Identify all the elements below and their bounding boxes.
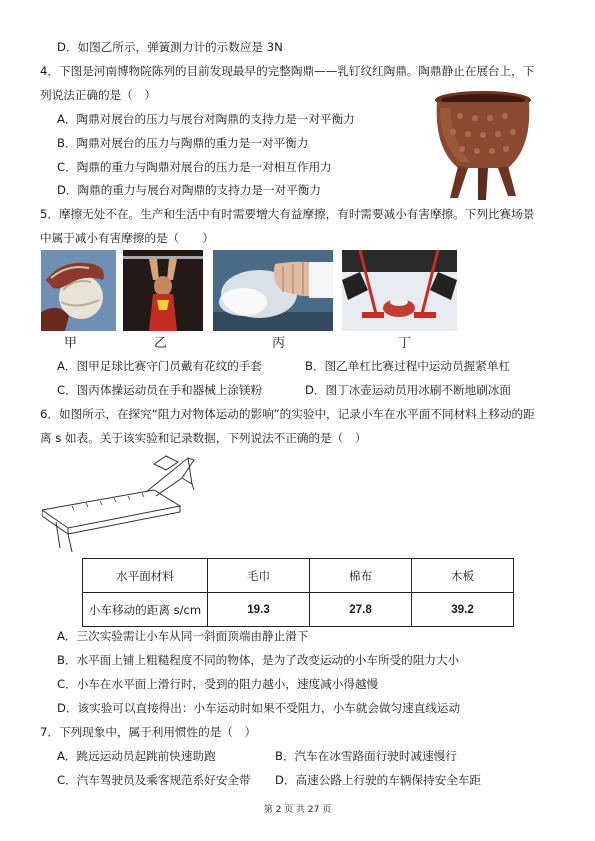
q4-stem-line1: 4．下图是河南博物院陈列的目前发现最早的完整陶鼎——乳钉纹红陶鼎。陶鼎静止在展台上，下 (40, 64, 535, 78)
q4-stem-line2: 列说法正确的是（ ） (40, 88, 156, 102)
q5-stem-line2: 中属于减小有害摩擦的是（ ） (40, 231, 214, 245)
goalkeeper-glove-photo (41, 250, 116, 331)
q7-option-d: D．高速公路上行驶的车辆保持安全车距 (275, 773, 482, 787)
table-cell: 39.2 (412, 593, 514, 627)
q6-stem-line1: 6．如图所示，在探究“阻力对物体运动的影响”的实验中，记录小车在水平面不同材料上移动的距 (40, 407, 535, 421)
q6-stem-line2: 离 s 如表。关于该实验和记录数据，下列说法不正确的是（ ） (40, 431, 367, 445)
page-footer: 第 2 页 共 27 页 (263, 805, 332, 815)
q7-stem: 7．下列现象中，属于利用惯性的是（ ） (40, 725, 257, 739)
q7-option-a: A．跳远运动员起跳前快速助跑 (57, 749, 216, 763)
table-row (83, 593, 514, 627)
q4-option-c: C．陶鼎的重力与陶鼎对展台的压力是一对相互作用力 (57, 160, 332, 174)
caption-bing: 丙 (272, 336, 286, 351)
caption-ding: 丁 (398, 336, 412, 351)
caption-jia: 甲 (64, 336, 78, 351)
q6-option-a: A．三次实验需让小车从同一斜面顶端由静止滑下 (57, 629, 309, 643)
q4-option-d: D．陶鼎的重力与展台对陶鼎的支持力是一对平衡力 (57, 183, 321, 197)
q5-stem-line1: 5．摩擦无处不在。生产和生活中有时需要增大有益摩擦，有时需要减小有害摩擦。下列比赛场景 (40, 207, 535, 221)
table-cell: 19.3 (208, 593, 310, 627)
table-header-cell: 毛巾 (208, 559, 310, 593)
table-header-cell: 木板 (412, 559, 514, 593)
distance-table (82, 558, 514, 627)
q6-option-d: D．该实验可以直接得出：小车运动时如果不受阻力，小车就会做匀速直线运动 (57, 701, 461, 715)
q5-option-b: B．图乙单杠比赛过程中运动员握紧单杠 (305, 359, 511, 373)
q4-option-b: B．陶鼎对展台的压力与陶鼎的重力是一对平衡力 (57, 136, 309, 150)
q3-option-d: D．如图乙所示，弹簧测力计的示数应是 3N (57, 40, 283, 54)
table-header-row (83, 559, 514, 593)
table-header-label: 水平面材料 (83, 559, 208, 593)
table-row-label: 小车移动的距离 s/cm (83, 593, 208, 627)
q4-option-a: A．陶鼎对展台的压力与展台对陶鼎的支持力是一对平衡力 (57, 112, 355, 126)
curling-sweeping-photo (342, 250, 457, 331)
q5-option-c: C．图丙体操运动员在手和器械上涂镁粉 (57, 383, 263, 397)
q5-option-a: A．图甲足球比赛守门员戴有花纹的手套 (57, 359, 263, 373)
q6-option-c: C．小车在水平面上滑行时，受到的阻力越小，速度减小得越慢 (57, 677, 379, 691)
incline-cart-diagram (42, 452, 202, 556)
q7-option-b: B．汽车在冰雪路面行驶时减速慢行 (275, 749, 457, 763)
caption-yi: 乙 (154, 336, 168, 351)
q6-option-b: B．水平面上铺上粗糙程度不同的物体，是为了改变运动的小车所受的阻力大小 (57, 653, 460, 667)
red-pottery-ding-image (420, 88, 546, 204)
q7-option-c: C．汽车驾驶员及乘客规范系好安全带 (57, 773, 251, 787)
q5-option-d: D．图丁冰壶运动员用冰刷不断地刷冰面 (305, 383, 512, 397)
table-cell: 27.8 (310, 593, 412, 627)
magnesium-powder-photo (213, 250, 333, 331)
horizontal-bar-photo (123, 250, 203, 331)
table-header-cell: 棉布 (310, 559, 412, 593)
